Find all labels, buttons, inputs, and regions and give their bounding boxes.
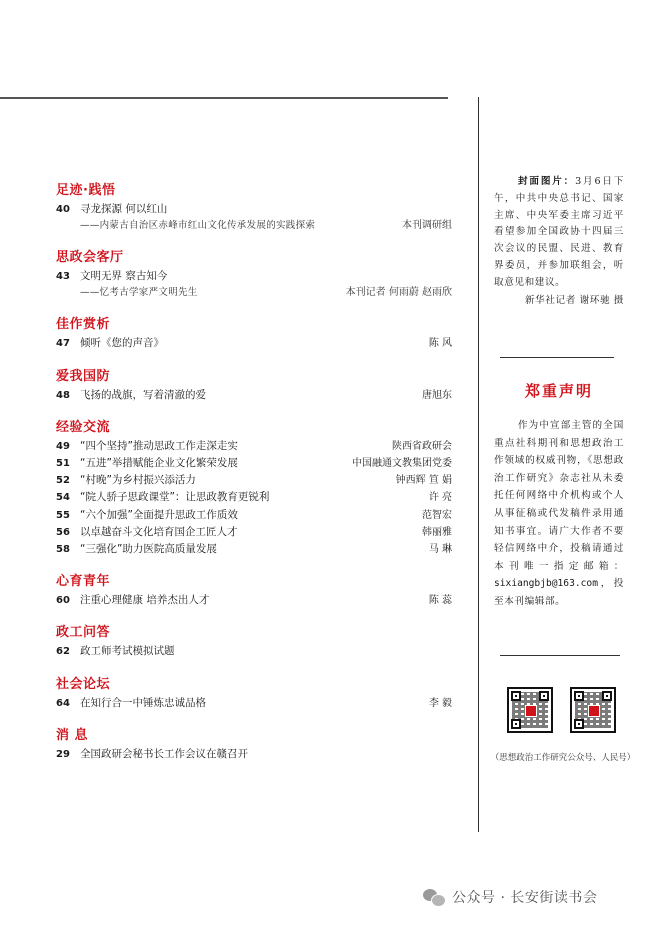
toc-section	[56, 317, 452, 352]
page-number: 58	[56, 544, 70, 556]
toc-entry[interactable]	[56, 592, 452, 609]
divider	[500, 357, 614, 358]
toc-section	[56, 183, 452, 234]
qr-code-official-account[interactable]	[507, 687, 553, 733]
notice-text: 作为中宣部主管的全国重点社科期刊和思想政治工作领域的权威刊物，《思想政治工作研究》杂志社从未委托任何网络中介机构或个人从事征稿或代发稿件录用通知书事宜。请广大作者不要轻信网络中介，投稿请通过本刊唯一指定邮箱：	[494, 420, 624, 572]
entry-title: “村晚”为乡村振兴添活力	[80, 474, 196, 487]
toc-entry[interactable]	[56, 524, 452, 541]
page-number: 51	[56, 458, 70, 470]
cover-caption	[494, 174, 624, 309]
toc-entry[interactable]	[56, 746, 452, 763]
table-of-contents	[56, 183, 452, 779]
toc-section	[56, 625, 452, 660]
entry-author: 马 琳	[428, 544, 452, 556]
entry-title: 文明无界 察古知今	[80, 270, 168, 283]
entry-author: 韩丽雅	[422, 526, 452, 538]
entry-title: 倾听《您的声音》	[80, 337, 164, 350]
entry-subtitle: ——忆考古学家严文明先生	[80, 287, 198, 299]
entry-author: 范智宏	[422, 509, 452, 521]
entry-author: 陈 风	[428, 338, 452, 350]
entry-subtitle: ——内蒙古自治区赤峰市红山文化传承发展的实践探索	[80, 220, 316, 232]
entry-author: 李 毅	[428, 697, 452, 709]
entry-author: 本刊调研组	[402, 220, 452, 232]
entry-author: 钟西辉 笪 娟	[395, 475, 452, 487]
wechat-icon	[423, 888, 445, 906]
toc-section	[56, 420, 452, 558]
qr-code-people-account[interactable]	[570, 687, 616, 733]
toc-subtitle-row	[56, 285, 452, 301]
entry-title: 在知行合一中锤炼忠诚品格	[80, 696, 206, 709]
cover-credit: 新华社记者 谢环驰 摄	[524, 294, 624, 306]
watermark-text: 公众号 · 长安街读书会	[452, 890, 598, 906]
toc-entry[interactable]	[56, 472, 452, 489]
section-title: 社会论坛	[56, 676, 111, 692]
page-number: 55	[56, 509, 70, 521]
toc-entry[interactable]	[56, 507, 452, 524]
toc-entry[interactable]	[56, 643, 452, 660]
cover-label: 封面图片：	[518, 176, 576, 187]
toc-section	[56, 369, 452, 404]
column-divider	[478, 97, 479, 832]
page-number: 64	[56, 697, 70, 709]
entry-author: 陕西省政研会	[392, 440, 452, 452]
toc-entry[interactable]	[56, 541, 452, 558]
section-title: 佳作赏析	[56, 317, 111, 333]
toc-entry[interactable]	[56, 268, 452, 285]
toc-entry[interactable]	[56, 695, 452, 712]
cover-text: 3月6日下午，中共中央总书记、国家主席、中央军委主席习近平看望参加全国政协十四届三次会议的民盟、民进、教育界委员，并参加联组会，听取意见和建议。	[494, 176, 625, 288]
page-number: 56	[56, 526, 70, 538]
entry-title: “五进”举措赋能企业文化繁荣发展	[80, 457, 238, 470]
entry-title: 飞扬的战旗，写着清澈的爱	[80, 388, 206, 401]
entry-title: 注重心理健康 培养杰出人才	[80, 594, 210, 607]
entry-title: 寻龙探源 何以红山	[80, 203, 168, 215]
notice-tail: ，投至本刊编辑部。	[494, 578, 624, 607]
page-number: 62	[56, 646, 70, 658]
divider	[500, 655, 620, 656]
toc-entry[interactable]	[56, 489, 452, 506]
page-number: 52	[56, 475, 70, 487]
toc-section	[56, 250, 452, 301]
qr-caption: （思想政治工作研究公众号、人民号）	[490, 753, 636, 763]
toc-entry[interactable]	[56, 438, 452, 455]
entry-title: “三强化”助力医院高质量发展	[80, 543, 217, 556]
entry-title: “院人骄子思政课堂”：让思政教育更锐利	[80, 491, 270, 504]
notice-email[interactable]: sixiangbjb@163.com	[494, 578, 598, 590]
entry-title: “六个加强”全面提升思政工作质效	[80, 508, 238, 521]
section-title: 政工问答	[56, 625, 111, 641]
toc-entry[interactable]	[56, 455, 452, 472]
page-number: 47	[56, 338, 70, 350]
entry-author: 陈 蕊	[428, 595, 452, 607]
entry-title: 政工师考试模拟试题	[80, 645, 175, 658]
toc-section	[56, 677, 452, 712]
notice-title: 郑重声明	[524, 382, 593, 400]
entry-title: 以卓越奋斗文化培育国企工匠人才	[80, 525, 238, 538]
page-number: 48	[56, 389, 70, 401]
page-number: 60	[56, 595, 70, 607]
notice-body	[494, 417, 624, 611]
toc-entry[interactable]	[56, 201, 452, 218]
page-number: 29	[56, 748, 70, 760]
toc-subtitle-row	[56, 218, 452, 234]
page-number: 43	[56, 271, 70, 283]
qr-logo-icon	[525, 705, 537, 717]
toc-entry[interactable]	[56, 335, 452, 352]
section-title: 足迹·践悟	[56, 183, 116, 198]
section-title: 经验交流	[56, 419, 111, 435]
watermark	[423, 887, 597, 907]
entry-title: 全国政研会秘书长工作会议在赣召开	[80, 747, 248, 760]
entry-author: 唐旭东	[422, 389, 452, 401]
page-number: 54	[56, 492, 70, 504]
section-title: 消 息	[56, 727, 89, 743]
entry-author: 本刊记者 何雨蔚 赵雨欣	[345, 287, 452, 299]
page-number: 40	[56, 204, 70, 215]
section-title: 思政会客厅	[56, 250, 124, 266]
toc-entry[interactable]	[56, 387, 452, 404]
entry-author: 中国融通文教集团党委	[352, 458, 452, 470]
entry-author: 许 亮	[428, 492, 452, 504]
section-title: 心育青年	[56, 574, 111, 590]
section-title: 爱我国防	[56, 368, 111, 384]
entry-title: “四个坚持”推动思政工作走深走实	[80, 439, 238, 452]
top-rule	[0, 97, 448, 99]
qr-logo-icon	[588, 705, 600, 717]
page-number: 49	[56, 440, 70, 452]
toc-section	[56, 728, 452, 763]
toc-section	[56, 574, 452, 609]
